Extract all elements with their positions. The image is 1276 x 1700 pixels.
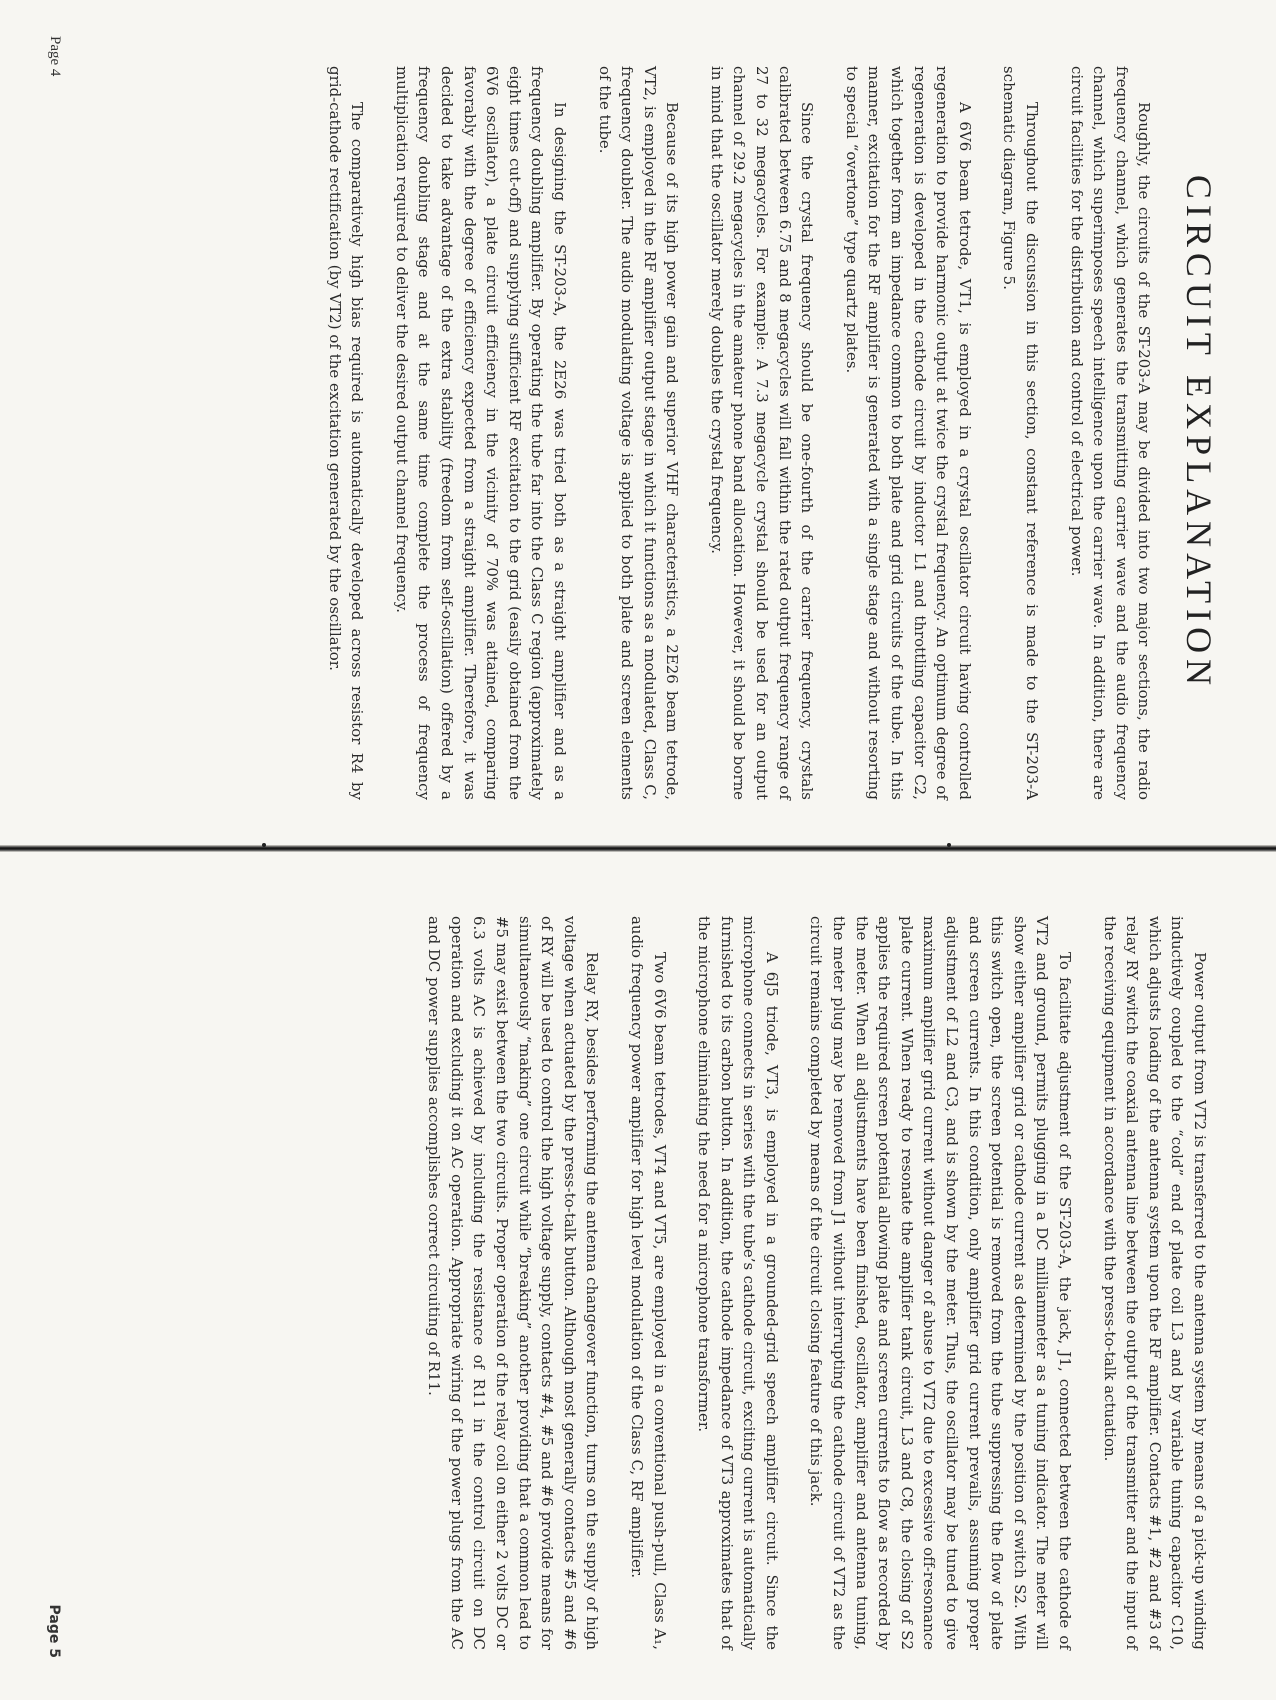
paragraph: Roughly, the circuits of the ST-203-A may be divided into two major sections, the radio frequency channel, which generates the transmitting carrier wave and the audio frequency channel, which superimposes speech intelligence upon the carrier wave. In addition, there are circuit facilities for the distribution and control of electrical power.: [1067, 66, 1154, 800]
page-title: CIRCUIT EXPLANATION: [1179, 174, 1219, 692]
paragraph: Power output from VT2 is transferred to the antenna system by means of a pick-up winding inductively coupled to the “cold” end of plate coil L3 and by variable tuning capacitor C10, which adjusts loading of the antenna system upon the RF amplifier. Contacts #1, #2 and #3 of relay RY switch the coaxial antenna line between the output of the transmitter and the input of the receiving equipment in accordance with the press-to-talk actuation.: [1100, 916, 1209, 1650]
paragraph: In designing the ST-203-A, the 2E26 was tried both as a straight amplifier and as a frequency doubling amplifier. By operating the tube far into the Class C region (approximately eight times cut-off) and supplying sufficient RF excitation to the grid (easily obtained from the 6V6 oscillator), a plate circuit efficiency in the vicinity of 70% was attained, comparing favorably with the degree of efficiency expected from a straight amplifier. Therefore, it was decided to take advantage of the extra stability (freedom from self-oscillation) offered by a frequency doubling stage and at the same time complete the process of frequency multiplication required to deliver the desired output channel frequency.: [392, 66, 569, 800]
paragraph: Relay RY, besides performing the antenna changeover function, turns on the supply of high voltage when actuated by the press-to-talk button. Although most generally contacts #5 and #6 of RY will be used to control the high voltage supply, contacts #4, #5 and #6 provide means for simultaneously “making” one circuit while “breaking” another providing that a common lead to #5 may exist between the two circuits. Proper operation of the relay coil on either 2 volts DC or 6.3 volts AC is achieved by including the resistance of R11 in the control circuit on DC operation and excluding it on AC operation. Appropriate wiring of the power plugs from the AC and DC power supplies accomplishes correct circuiting of R11.: [425, 916, 602, 1650]
paragraph: To facilitate adjustment of the ST-203-A, the jack, J1, connected between the cathode of VT2 and ground, permits plugging in a DC milliammeter as a tuning indicator. The meter will show either amplifier grid or cathode current as determined by the position of switch S2. With this switch open, the screen potential is removed from the tube suppressing the flow of plate and screen currents. In this condition, only amplifier grid current prevails, assuming proper adjustment of L2 and C3, and is shown by the meter. Thus, the oscillator may be tuned to give maximum amplifier grid current without danger of abuse to VT2 due to excessive off-resonance plate current. When ready to resonate the amplifier tank circuit, L3 and C8, the closing of S2 applies the required screen potential allowing plate and screen currents to flow as recorded by the meter. When all adjustments have been finished, oscillator, amplifier and antenna tuning, the meter plug may be removed from J1 without interrupting the cathode circuit of VT2 as the circuit remains completed by means of the circuit closing feature of this jack.: [807, 916, 1075, 1650]
paragraph: The comparatively high bias required is automatically developed across resistor R4 by grid-cathode rectification (by VT2) of the excitation generated by the oscillator.: [325, 66, 367, 800]
paragraph: Because of its high power gain and superior VHF characteristics, a 2E26 beam tetrode, VT2, is employed in the RF amplifier output stage in which it functions as a modulated, Class C, frequency doubler. The audio modulating voltage is applied to both plate and screen elements of the tube.: [595, 66, 682, 800]
right-page-column: [401, 916, 1211, 1650]
staple-mark: [262, 843, 266, 847]
page-number: Page 5: [46, 1604, 62, 1658]
right-page: [0, 850, 1276, 1700]
paragraph: Since the crystal frequency should be one-fourth of the carrier frequency, crystals calibrated between 6.75 and 8 megacycles will fall within the rated output frequency range of 27 to 32 megacycles. For example: A 7.3 megacycle crystal should be used for an output channel of 29.2 megacycles in the amateur phone band allocation. However, it should be borne in mind that the oscillator merely doubles the crystal frequency.: [707, 66, 817, 800]
paragraph: A 6J5 triode, VT3, is employed in a grounded-grid speech amplifier circuit. Since the microphone connects in series with the tube’s cathode circuit, exciting current is automatically furnished to its carbon button. In addition, the cathode impedance of VT3 approximates that of the microphone eliminating the need for a microphone transformer.: [695, 916, 781, 1650]
paragraph: Throughout the discussion in this section, constant reference is made to the ST-203-A schematic diagram, Figure 5.: [1000, 66, 1042, 800]
page-number: Page 4: [47, 36, 63, 77]
staple-mark: [947, 843, 951, 847]
paragraph: A 6V6 beam tetrode, VT1, is employed in a crystal oscillator circuit having controlled regeneration to provide harmonic output at twice the crystal frequency. An optimum degree of regeneration is developed in the cathode circuit by inductor L1 and throttling capacitor C2, which together form an impedance common to both plate and grid circuits of the tube. In this manner, excitation for the RF amplifier is generated with a single stage and without resorting to special “overtone” type quartz plates.: [842, 66, 974, 800]
left-page-column: [301, 66, 1219, 800]
paragraph: Two 6V6 beam tetrodes, VT4 and VT5, are employed in a conventional push-pull, Class A₁, audio frequency power amplifier for high level modulation of the Class C, RF amplifier.: [627, 916, 669, 1650]
